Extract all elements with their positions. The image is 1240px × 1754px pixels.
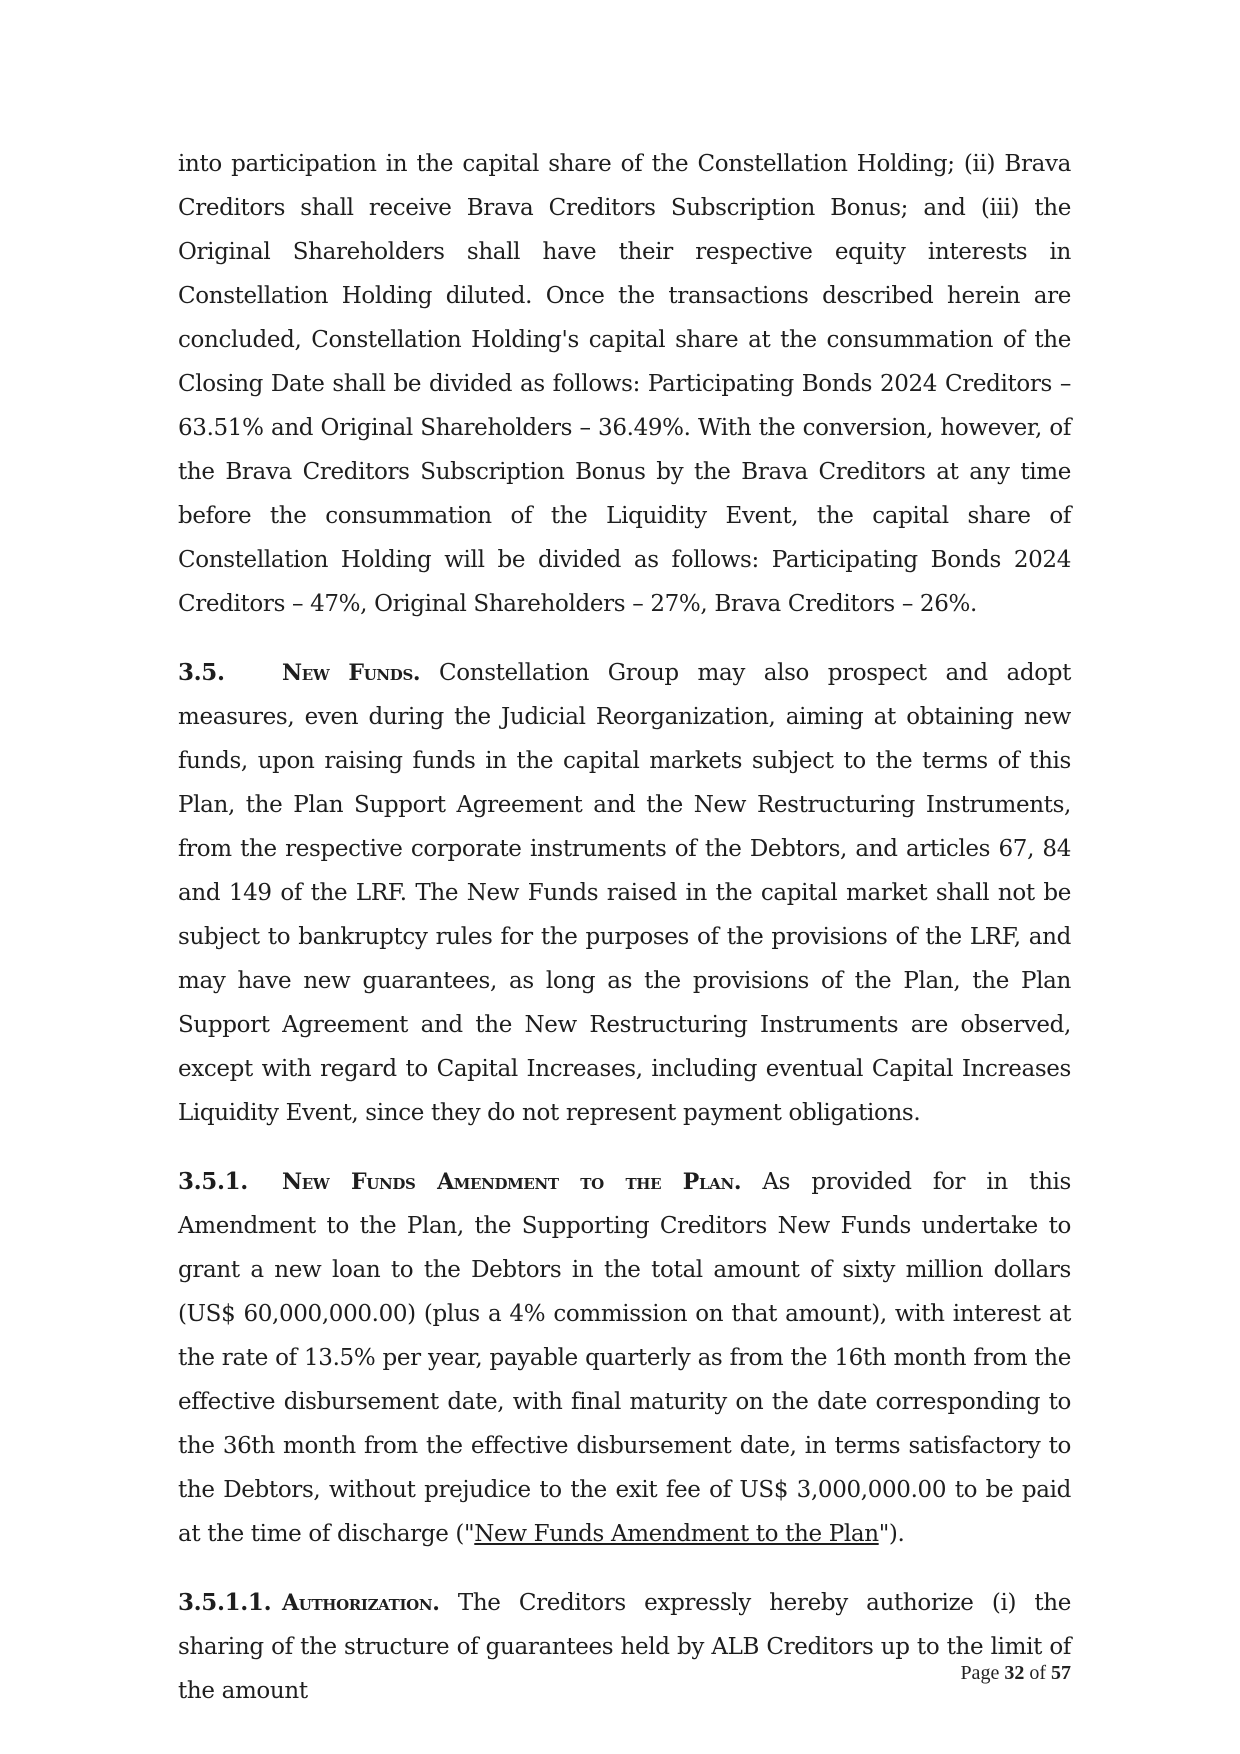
- section-heading: New Funds Amendment to the Plan.: [282, 1169, 742, 1195]
- section-text: Constellation Group may also prospect and adopt measures, even during the Judicial Reorganization, aiming at obtaining new funds, upon raising funds in the capital markets subject to the terms of this Plan, the Plan Support Agreement and the New Restructuring Instruments, from the respective corporate instruments of the Debtors, and articles 67, 84 and 149 of the LRF. The New Funds raised in the capital market shall not be subject to bankruptcy rules for the purposes of the provisions of the LRF, and may have new guarantees, as long as the provisions of the Plan, the Plan Support Agreement and the New Restructuring Instruments are observed, except with regard to Capital Increases, including eventual Capital Increases Liquidity Event, since they do not represent payment obligations.: [178, 660, 1071, 1126]
- section-3-5-1: [178, 1160, 1071, 1556]
- page-of: of: [1029, 1662, 1046, 1684]
- section-3-5: [178, 651, 1071, 1135]
- current-page: 32: [1004, 1662, 1025, 1684]
- section-text-tail: ").: [878, 1521, 905, 1547]
- section-text: The Creditors expressly hereby authorize (i) the sharing of the structure of guarantees held by ALB Creditors up to the limit of the amount: [178, 1590, 1071, 1704]
- section-number: 3.5.: [178, 659, 225, 686]
- defined-term: New Funds Amendment to the Plan: [474, 1521, 879, 1547]
- section-3-5-1-1: [178, 1581, 1071, 1713]
- section-text: As provided for in this Amendment to the Plan, the Supporting Creditors New Funds undertake to grant a new loan to the Debtors in the total amount of sixty million dollars (US$ 60,000,000.00) (plus a 4% commission on that amount), with interest at the rate of 13.5% per year, payable quarterly as from the 16th month from the effective disbursement date, with final maturity on the date corresponding to the 36th month from the effective disbursement date, in terms satisfactory to the Debtors, without prejudice to the exit fee of US$ 3,000,000.00 to be paid at the time of discharge (": [178, 1169, 1071, 1547]
- page-prefix: Page: [960, 1662, 1000, 1684]
- page-number: [960, 1662, 1071, 1685]
- section-heading: Authorization.: [282, 1590, 440, 1616]
- paragraph-continuation: into participation in the capital share of the Constellation Holding; (ii) Brava Creditors shall receive Brava Creditors Subscription Bonus; and (iii) the Original Shareholders shall have their respective equity interests in Constellation Holding diluted. Once the transactions described herein are concluded, Constellation Holding's capital share at the consummation of the Closing Date shall be divided as follows: Participating Bonds 2024 Creditors – 63.51% and Original Shareholders – 36.49%. With the conversion, however, of the Brava Creditors Subscription Bonus by the Brava Creditors at any time before the consummation of the Liquidity Event, the capital share of Constellation Holding will be divided as follows: Participating Bonds 2024 Creditors – 47%, Original Shareholders – 27%, Brava Creditors – 26%.: [178, 151, 1071, 617]
- total-pages: 57: [1051, 1662, 1071, 1684]
- document-body: [178, 142, 1071, 1713]
- section-heading: New Funds.: [282, 660, 421, 686]
- section-number: 3.5.1.1.: [178, 1589, 272, 1616]
- section-number: 3.5.1.: [178, 1168, 248, 1195]
